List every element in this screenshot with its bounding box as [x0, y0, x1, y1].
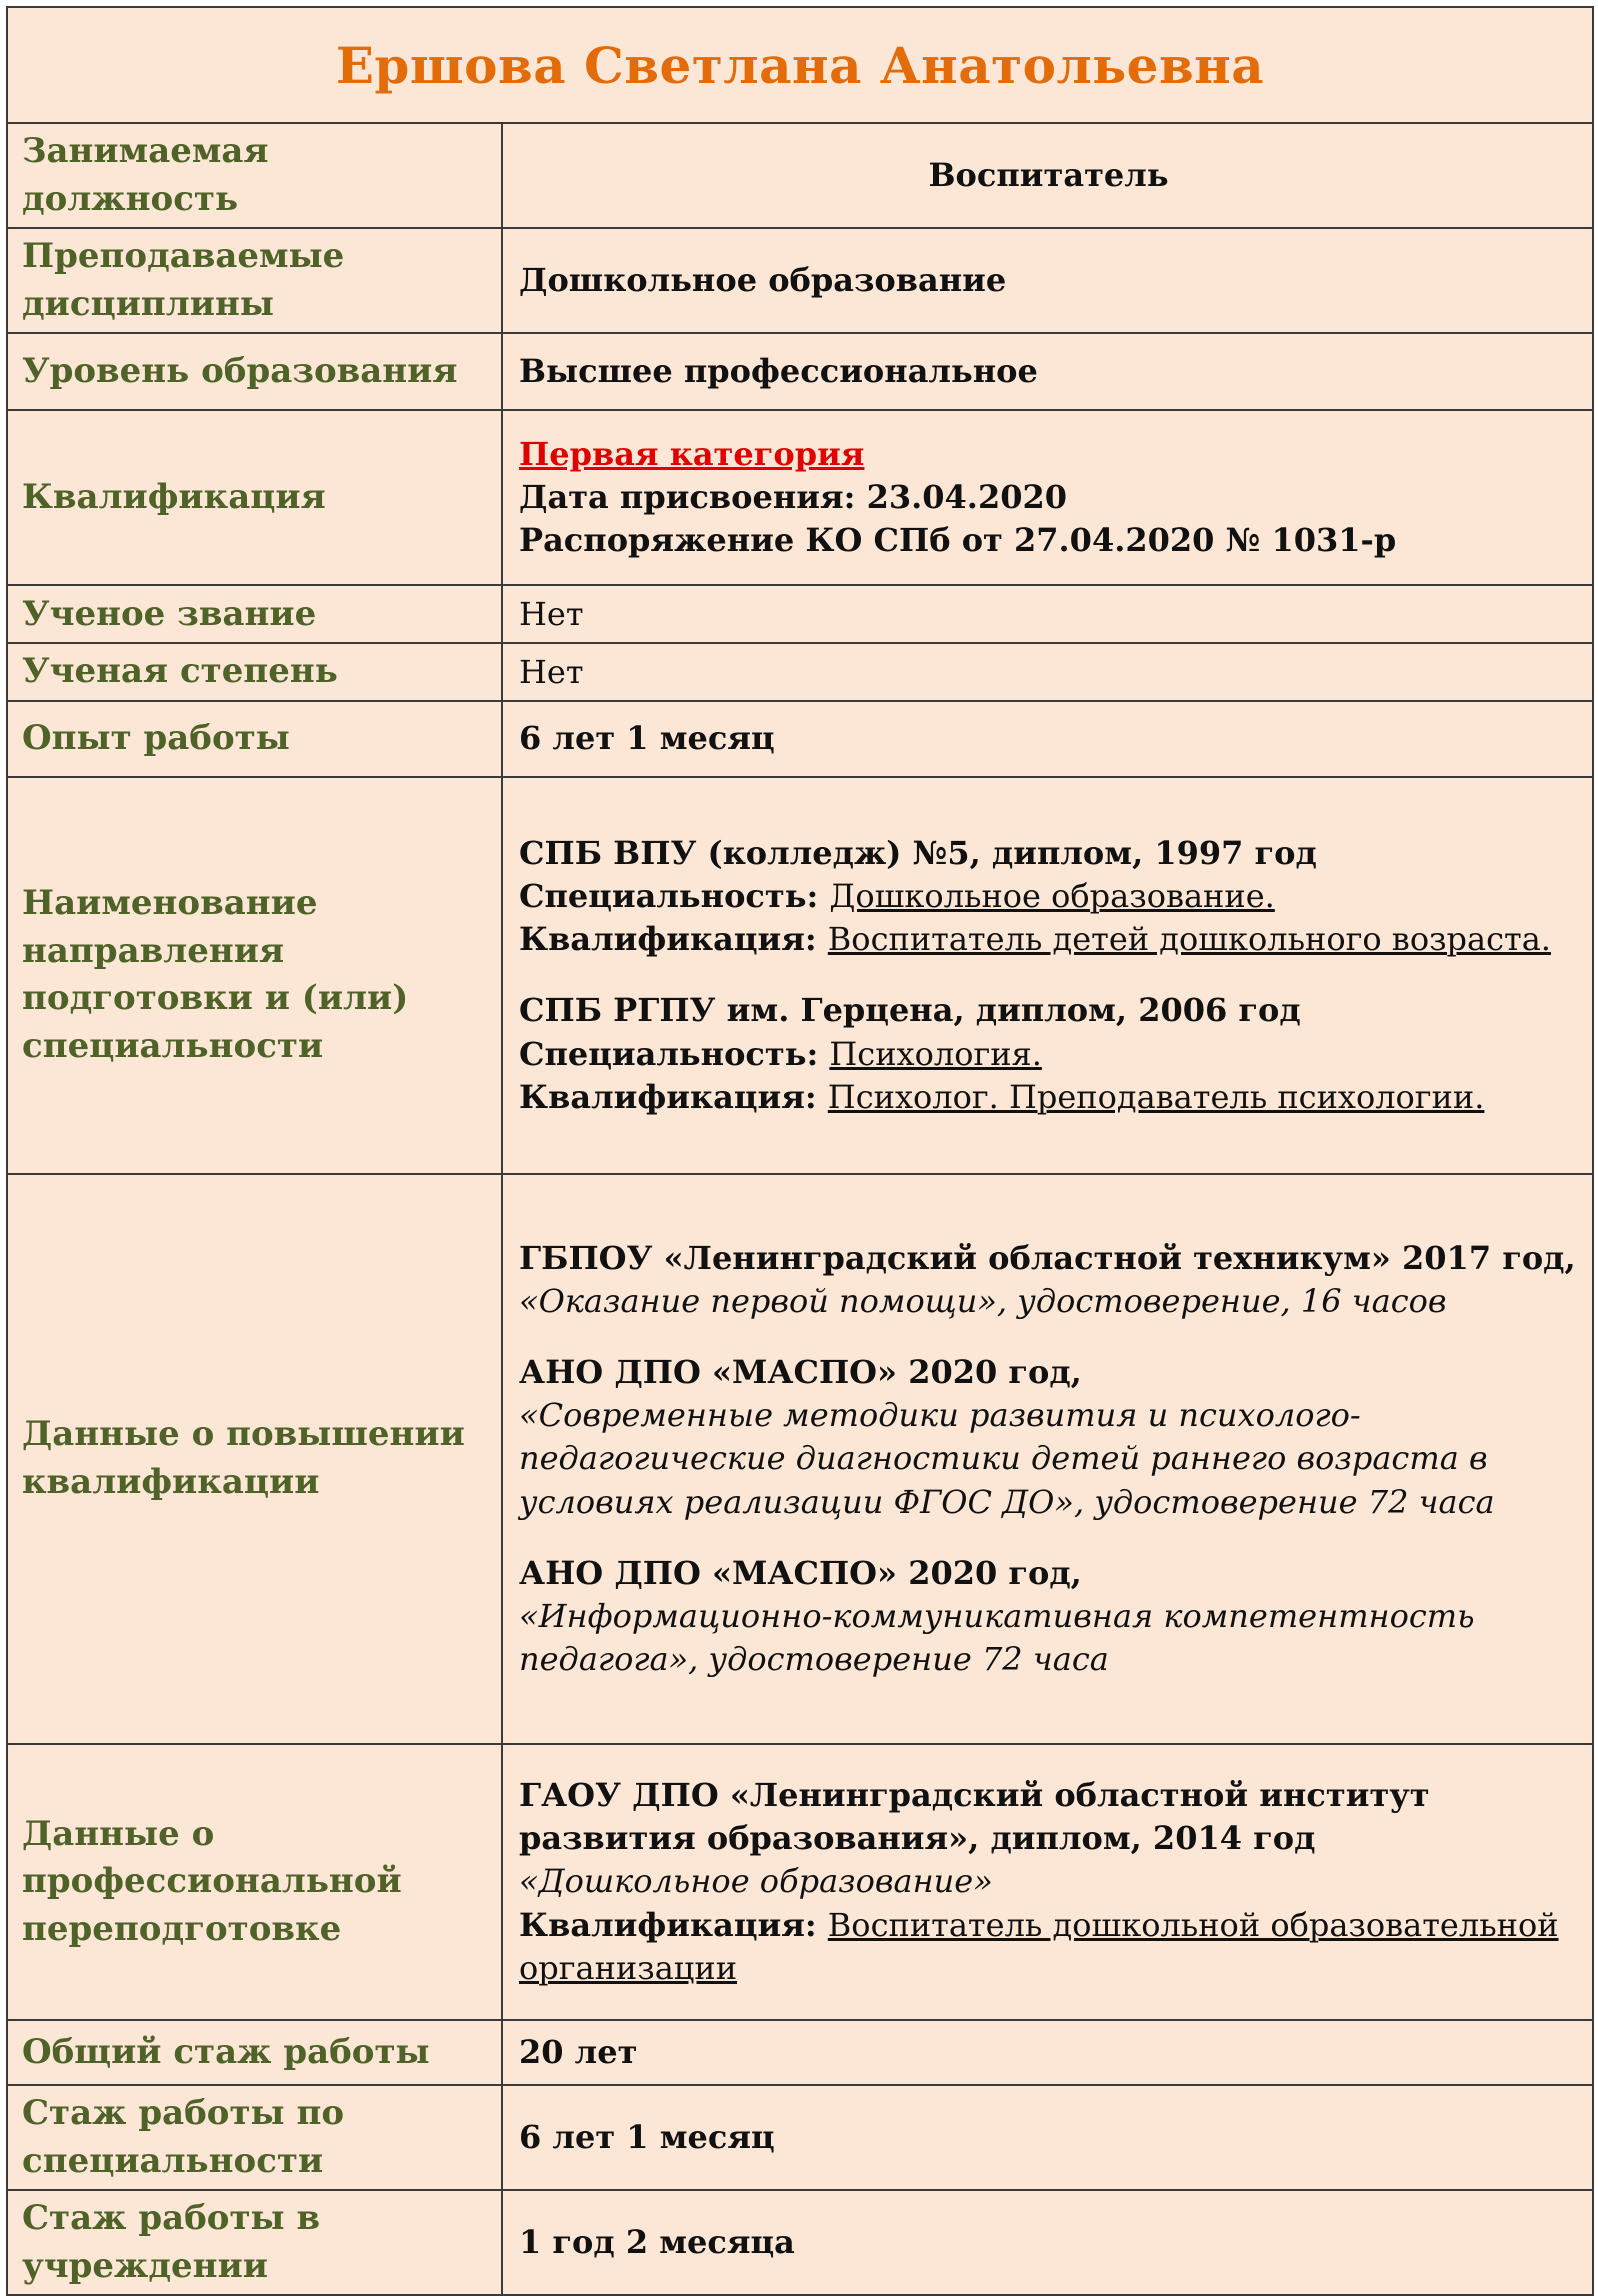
training-entry: [519, 1351, 1578, 1524]
row-specialty-experience: [8, 2085, 1592, 2190]
advanced-training-value: [502, 1174, 1592, 1744]
specialty-spec-label: Специальность:: [519, 1034, 819, 1073]
row-qualification: [8, 410, 1592, 585]
row-experience: [8, 701, 1592, 777]
specialty-institution: СПБ ВПУ (колледж) №5, диплом, 1997 год: [519, 833, 1317, 872]
row-specialty: [8, 777, 1592, 1174]
training-org: ГБПОУ «Ленинградский областной техникум» 2017 год,: [519, 1238, 1576, 1277]
institution-experience-value: 1 год 2 месяца: [502, 2190, 1592, 2294]
retraining-qual-label: Квалификация:: [519, 1905, 817, 1944]
training-course: «Современные методики развития и психолого-педагогические диагностики детей раннего возраста в условиях реализации ФГОС ДО», удостоверение 72 часа: [519, 1396, 1495, 1521]
specialty-qual-label: Квалификация:: [519, 920, 817, 959]
row-education-level: [8, 333, 1592, 410]
category-link[interactable]: Первая категория: [519, 435, 865, 474]
specialty-spec-value: Психология.: [829, 1034, 1042, 1073]
retraining-value: [502, 1744, 1592, 2020]
training-entry: [519, 1552, 1578, 1682]
specialty-label: Наименование направления подготовки и (или) специальности: [8, 777, 502, 1174]
retraining-qual-value: Воспитатель дошкольной образовательной организации: [519, 1905, 1559, 1987]
disciplines-value: Дошкольное образование: [502, 228, 1592, 333]
total-experience-value: 20 лет: [502, 2020, 1592, 2085]
row-academic-degree: [8, 643, 1592, 701]
specialty-spec-value: Дошкольное образование.: [829, 877, 1275, 916]
row-position: [8, 124, 1592, 228]
teacher-info-table: [8, 124, 1592, 2294]
teacher-name-title: Ершова Светлана Анатольевна: [8, 8, 1592, 124]
specialty-qual-label: Квалификация:: [519, 1077, 817, 1116]
academic-degree-label: Ученая степень: [8, 643, 502, 701]
position-label: Занимаемая должность: [8, 124, 502, 228]
academic-degree-value: Нет: [502, 643, 1592, 701]
specialty-qual-value: Воспитатель детей дошкольного возраста.: [827, 920, 1551, 959]
specialty-spec-label: Специальность:: [519, 877, 819, 916]
experience-value: 6 лет 1 месяц: [502, 701, 1592, 777]
education-level-value: Высшее профессиональное: [502, 333, 1592, 410]
retraining-program: «Дошкольное образование»: [519, 1862, 993, 1901]
training-org: АНО ДПО «МАСПО» 2020 год,: [519, 1553, 1082, 1592]
retraining-label: Данные о профессиональной переподготовке: [8, 1744, 502, 2020]
category-date: Дата присвоения: 23.04.2020: [519, 478, 1067, 517]
training-entry: [519, 1237, 1578, 1323]
teacher-card: [6, 6, 1594, 2296]
disciplines-label: Преподаваемые дисциплины: [8, 228, 502, 333]
specialty-value: [502, 777, 1592, 1174]
position-value: Воспитатель: [928, 156, 1169, 194]
education-level-label: Уровень образования: [8, 333, 502, 410]
specialty-institution: СПБ РГПУ им. Герцена, диплом, 2006 год: [519, 991, 1301, 1030]
category-order: Распоряжение КО СПб от 27.04.2020 № 1031-р: [519, 521, 1397, 560]
total-experience-label: Общий стаж работы: [8, 2020, 502, 2085]
specialty-experience-label: Стаж работы по специальности: [8, 2085, 502, 2190]
row-retraining: [8, 1744, 1592, 2020]
specialty-experience-value: 6 лет 1 месяц: [502, 2085, 1592, 2190]
qualification-label: Квалификация: [8, 410, 502, 585]
advanced-training-label: Данные о повышении квалификации: [8, 1174, 502, 1744]
row-academic-title: [8, 585, 1592, 643]
specialty-entry: [519, 989, 1578, 1119]
academic-title-label: Ученое звание: [8, 585, 502, 643]
retraining-org: ГАОУ ДПО «Ленинградский областной институт развития образования», диплом, 2014 год: [519, 1776, 1430, 1858]
row-advanced-training: [8, 1174, 1592, 1744]
row-disciplines: [8, 228, 1592, 333]
row-total-experience: [8, 2020, 1592, 2085]
academic-title-value: Нет: [502, 585, 1592, 643]
training-org: АНО ДПО «МАСПО» 2020 год,: [519, 1353, 1082, 1391]
institution-experience-label: Стаж работы в учреждении: [8, 2190, 502, 2294]
training-course: «Информационно-коммуникативная компетентность педагога», удостоверение 72 часа: [519, 1596, 1475, 1679]
specialty-entry: [519, 832, 1578, 962]
row-institution-experience: [8, 2190, 1592, 2294]
qualification-value: [502, 410, 1592, 585]
training-course: «Оказание первой помощи», удостоверение, 16 часов: [519, 1281, 1447, 1320]
experience-label: Опыт работы: [8, 701, 502, 777]
specialty-qual-value: Психолог. Преподаватель психологии.: [827, 1077, 1485, 1116]
